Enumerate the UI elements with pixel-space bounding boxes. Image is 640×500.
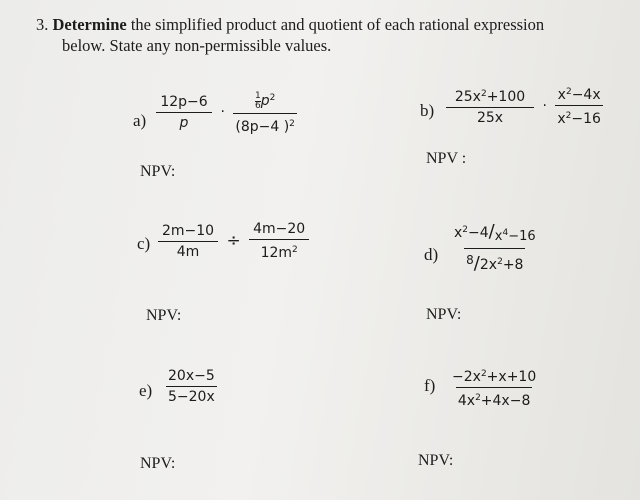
problem-a-npv-label: NPV:	[140, 163, 176, 180]
exponent: 2	[269, 93, 276, 103]
question-verb: Determine	[52, 15, 127, 34]
slash: /	[473, 253, 480, 274]
term-rest: +8	[502, 257, 524, 273]
problem-a-frac2-numerator	[253, 90, 277, 113]
term-rest: −16	[571, 111, 601, 127]
term-rest: −16	[508, 229, 536, 244]
problem-b-fraction-1	[446, 86, 534, 126]
coef-denominator: 6	[254, 100, 261, 111]
problem-e-label: e)	[139, 381, 153, 400]
problem-c-expression	[158, 221, 309, 261]
problem-c-npv-label: NPV:	[146, 307, 182, 324]
top-denominator	[495, 229, 536, 244]
question-number: 3.	[36, 15, 49, 34]
exponent: 2	[497, 257, 503, 267]
term-rest: −4	[468, 225, 489, 241]
problem-f-npv-label: NPV:	[418, 452, 454, 469]
question-line-1	[36, 14, 616, 35]
question-line-2: below. State any non-permissible values.	[62, 36, 332, 55]
question-text-1: the simplified product and quotient of each rational expression	[130, 15, 545, 34]
problem-d-label: d)	[424, 245, 439, 264]
problem-e-fraction	[166, 368, 217, 405]
problem-c-frac1-numerator: 2m−10	[161, 222, 215, 239]
problem-c-frac2-numerator: 4m−20	[253, 221, 306, 237]
exponent: 2	[475, 393, 481, 403]
problem-a-operator: ·	[220, 104, 225, 121]
term: x	[454, 225, 463, 241]
exponent: 2	[462, 225, 469, 235]
problem-e-npv-label: NPV:	[140, 455, 176, 472]
problem-d-bottom-fraction	[464, 248, 525, 273]
term-rest: −4x	[571, 87, 601, 103]
problem-a-frac1-denominator: p	[156, 112, 212, 131]
problem-a-fraction-1	[156, 94, 212, 131]
term: 4x	[457, 393, 476, 409]
problem-e-expression	[166, 368, 217, 405]
problem-f-label: f)	[424, 376, 436, 395]
problem-d-complex-fraction	[452, 222, 538, 273]
problem-c-label: c)	[137, 234, 151, 253]
problem-b-frac2-denominator	[555, 105, 603, 127]
problem-a-frac1-numerator: 12p−6	[160, 93, 208, 110]
problem-c-fraction-1	[158, 223, 218, 260]
term: 12m	[260, 245, 293, 261]
variable-p: p	[260, 93, 270, 109]
problem-f-fraction	[450, 366, 538, 409]
problem-e-denominator: 5−20x	[166, 386, 217, 405]
term: x	[494, 229, 503, 244]
problem-b-frac1-numerator	[453, 86, 527, 107]
problem-c-operator: ÷	[226, 231, 241, 251]
term-rest: +x+10	[486, 369, 537, 385]
term: 2x	[479, 257, 498, 273]
problem-b-label: b)	[420, 101, 435, 120]
problem-b-operator: ·	[542, 97, 547, 114]
term-rest: +100	[486, 88, 526, 105]
problem-f-numerator	[450, 366, 538, 387]
problem-f-denominator	[456, 387, 533, 409]
problem-b-fraction-2	[555, 84, 603, 127]
problem-d-expression	[452, 222, 538, 273]
problem-c-frac2-denominator	[249, 239, 309, 261]
problem-b-expression	[446, 84, 603, 127]
problem-c-frac1-denominator: 4m	[158, 241, 218, 260]
problem-b-frac2-numerator	[556, 84, 603, 105]
problem-b-frac1-denominator: 25x	[446, 107, 534, 126]
problem-d-npv-label: NPV:	[426, 306, 462, 323]
exponent: 2	[480, 369, 487, 379]
denominator-base: (8p−4 )	[235, 118, 290, 135]
problem-a-expression	[156, 90, 297, 135]
problem-a-label: a)	[133, 111, 147, 130]
problem-c-fraction-2	[249, 221, 309, 261]
exponent: 2	[480, 88, 487, 99]
exponent: 2	[565, 111, 572, 121]
term-rest: +4x−8	[480, 393, 531, 409]
bottom-numerator: 8	[466, 253, 474, 267]
term: x	[557, 87, 566, 103]
problem-e-numerator: 20x−5	[168, 368, 215, 384]
term: x	[557, 111, 566, 127]
exponent: 2	[289, 118, 295, 129]
question-header	[36, 14, 616, 56]
term: −2x	[452, 369, 481, 385]
coef-numerator: 1	[254, 90, 261, 101]
slash: /	[488, 221, 495, 242]
problem-d-top-fraction	[452, 222, 538, 248]
problem-a-fraction-2	[233, 90, 297, 135]
problem-f-expression	[450, 366, 538, 409]
problem-b-npv-label: NPV :	[426, 150, 467, 167]
exponent: 2	[292, 245, 298, 255]
exponent: 2	[565, 87, 572, 97]
exponent: 4	[502, 228, 509, 238]
problem-a-frac2-denominator	[233, 113, 297, 135]
term: 25x	[454, 88, 481, 105]
